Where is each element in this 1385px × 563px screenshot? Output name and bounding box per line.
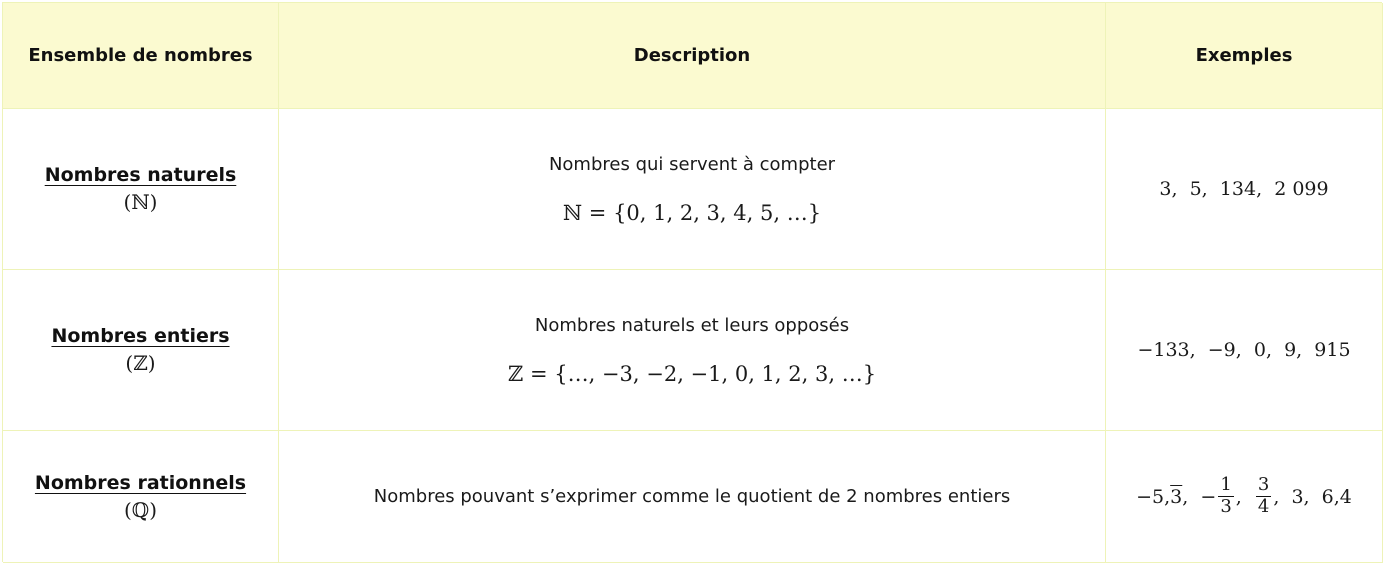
examples-rationnels (1136, 475, 1352, 517)
example-fraction-one-third (1218, 475, 1233, 517)
description-rationnels: Nombres pouvant s’exprimer comme le quotient de 2 nombres entiers (373, 486, 1011, 507)
examples-cell-entiers (1106, 270, 1383, 431)
description-entiers: Nombres naturels et leurs opposés (534, 314, 850, 336)
formula-naturels: ℕ = {0, 1, 2, 3, 4, 5, …} (562, 200, 822, 225)
example-repeating-digit: 3 (1170, 485, 1183, 508)
example-fraction-three-quarters (1256, 475, 1271, 517)
description-cell-entiers (279, 270, 1106, 431)
formula-entiers: ℤ = {…, −3, −2, −1, 0, 1, 2, 3, …} (507, 361, 877, 386)
description-cell-naturels (279, 109, 1106, 270)
fraction-numerator: 1 (1220, 474, 1232, 496)
examples-entiers: −133, −9, 0, 9, 915 (1137, 339, 1351, 361)
set-symbol-naturels: (ℕ) (123, 190, 158, 214)
description-cell-rationnels (279, 431, 1106, 563)
set-cell-naturels (3, 109, 279, 270)
fraction-denominator: 4 (1257, 496, 1270, 517)
examples-naturels: 3, 5, 134, 2 099 (1159, 178, 1329, 200)
examples-cell-naturels (1106, 109, 1383, 270)
example-prefix: −5, (1136, 485, 1171, 508)
set-name-naturels[interactable]: Nombres naturels (44, 164, 237, 186)
header-set: Ensemble de nombres (3, 3, 279, 109)
example-tail: , 3, 6,4 (1273, 485, 1352, 508)
header-description: Description (279, 3, 1106, 109)
set-cell-rationnels (3, 431, 279, 563)
set-symbol-entiers: (ℤ) (125, 351, 156, 375)
header-examples: Exemples (1106, 3, 1383, 109)
fraction-denominator: 3 (1220, 496, 1232, 517)
set-symbol-rationnels: (ℚ) (123, 497, 158, 522)
set-cell-entiers (3, 270, 279, 431)
description-naturels: Nombres qui servent à compter (548, 153, 836, 175)
example-separator: , − (1182, 485, 1217, 508)
fraction-numerator: 3 (1257, 474, 1270, 496)
set-name-rationnels[interactable]: Nombres rationnels (34, 471, 247, 494)
examples-cell-rationnels (1106, 431, 1383, 563)
number-sets-table (2, 2, 1382, 562)
example-separator: , (1235, 485, 1254, 508)
set-name-entiers[interactable]: Nombres entiers (51, 325, 230, 347)
